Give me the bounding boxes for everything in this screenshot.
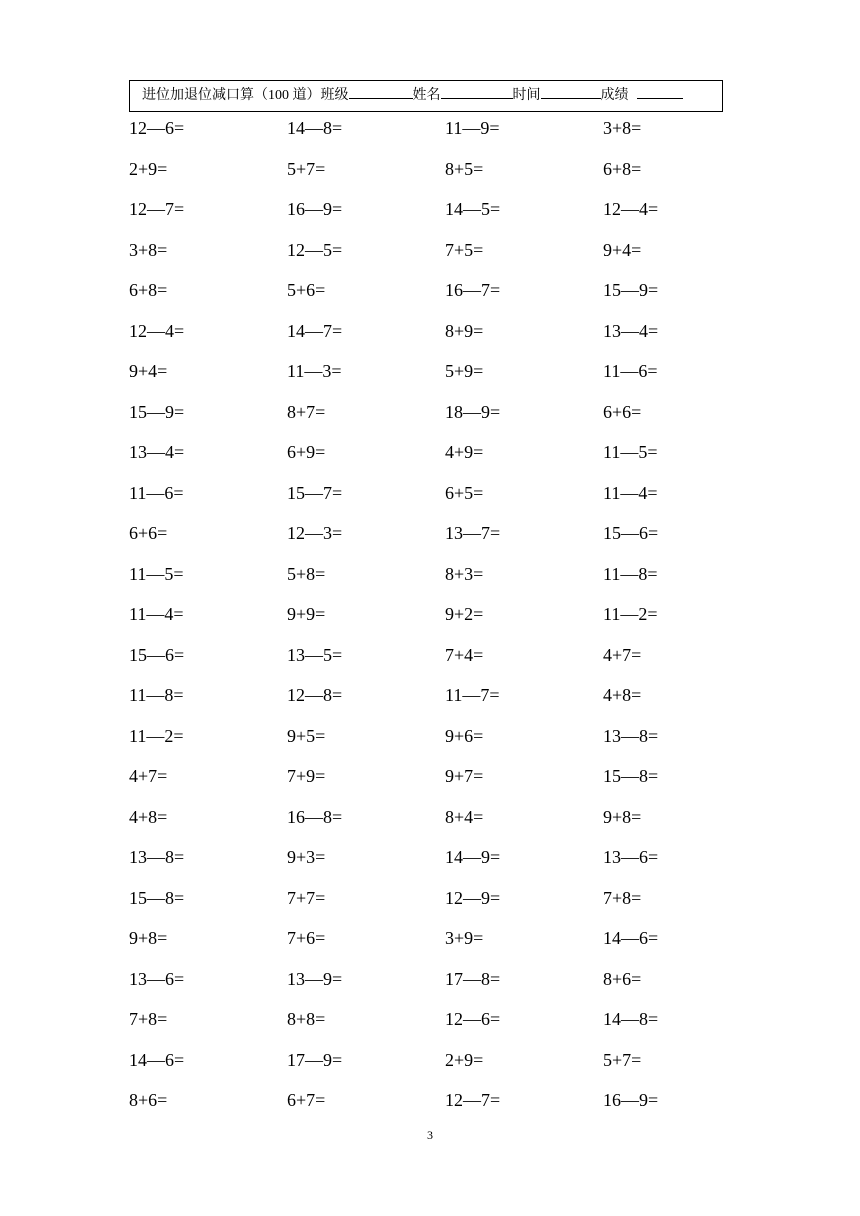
math-problem: 14—8=	[287, 118, 343, 138]
math-problem: 5+7=	[287, 158, 326, 179]
math-problem: 14—7=	[287, 320, 343, 341]
page-number: 3	[427, 1128, 433, 1142]
math-problem: 12—3=	[287, 523, 343, 543]
math-problem: 13—6=	[603, 847, 659, 867]
math-problem: 3+8=	[603, 118, 642, 138]
problem-row	[129, 724, 749, 765]
math-problem: 14—8=	[603, 1009, 659, 1029]
problem-row	[129, 440, 749, 481]
math-problem: 13—4=	[603, 320, 659, 341]
problem-row	[129, 238, 749, 279]
math-problem: 9+4=	[603, 239, 642, 260]
math-problem: 15—9=	[603, 280, 659, 300]
math-problem: 7+8=	[129, 1009, 168, 1029]
math-problem: 4+8=	[603, 685, 642, 705]
math-problem: 9+8=	[129, 928, 168, 948]
math-problem: 9+7=	[445, 766, 484, 786]
math-problem: 8+7=	[287, 401, 326, 422]
math-problem: 8+4=	[445, 806, 484, 827]
math-problem: 4+7=	[603, 644, 642, 665]
problem-grid	[129, 116, 749, 1129]
problem-row	[129, 643, 749, 684]
problem-row	[129, 1088, 749, 1129]
math-problem: 14—5=	[445, 199, 501, 219]
math-problem: 6+9=	[287, 442, 326, 462]
score-label: 成绩	[600, 88, 629, 103]
math-problem: 7+4=	[445, 644, 484, 665]
math-problem: 2+9=	[129, 158, 168, 179]
math-problem: 12—7=	[445, 1090, 501, 1110]
math-problem: 13—7=	[445, 523, 501, 543]
math-problem: 2+9=	[445, 1049, 484, 1070]
math-problem: 5+8=	[287, 563, 326, 584]
math-problem: 4+7=	[129, 766, 168, 786]
math-problem: 14—6=	[603, 928, 659, 948]
math-problem: 14—6=	[129, 1049, 185, 1070]
problem-row	[129, 197, 749, 238]
math-problem: 9+2=	[445, 604, 484, 624]
math-problem: 13—8=	[129, 847, 185, 867]
math-problem: 12—6=	[129, 118, 185, 138]
problem-row	[129, 683, 749, 724]
math-problem: 11—8=	[129, 685, 184, 705]
math-problem: 6+8=	[603, 158, 642, 179]
math-problem: 11—8=	[603, 563, 658, 584]
problem-row	[129, 157, 749, 198]
problem-row	[129, 845, 749, 886]
math-problem: 13—6=	[129, 968, 185, 989]
math-problem: 7+5=	[445, 239, 484, 260]
math-problem: 7+7=	[287, 887, 326, 908]
math-problem: 16—9=	[287, 199, 343, 219]
math-problem: 9+9=	[287, 604, 326, 624]
problem-row	[129, 278, 749, 319]
problem-row	[129, 521, 749, 562]
problem-row	[129, 926, 749, 967]
math-problem: 9+6=	[445, 725, 484, 746]
math-problem: 13—8=	[603, 725, 659, 746]
math-problem: 14—9=	[445, 847, 501, 867]
math-problem: 8+6=	[603, 968, 642, 989]
math-problem: 18—9=	[445, 401, 501, 422]
class-blank	[349, 83, 413, 99]
math-problem: 3+9=	[445, 928, 484, 948]
math-problem: 12—7=	[129, 199, 185, 219]
name-blank	[441, 83, 513, 99]
math-problem: 12—5=	[287, 239, 343, 260]
problem-row	[129, 805, 749, 846]
math-problem: 11—7=	[445, 685, 500, 705]
math-problem: 9+3=	[287, 847, 326, 867]
math-problem: 17—8=	[445, 968, 501, 989]
math-problem: 8+6=	[129, 1090, 168, 1110]
math-problem: 16—8=	[287, 806, 343, 827]
math-problem: 5+6=	[287, 280, 326, 300]
math-problem: 6+7=	[287, 1090, 326, 1110]
problem-row	[129, 1007, 749, 1048]
problem-row	[129, 886, 749, 927]
math-problem: 11—6=	[129, 482, 184, 503]
math-problem: 12—6=	[445, 1009, 501, 1029]
score-blank	[637, 83, 683, 99]
problem-row	[129, 967, 749, 1008]
problem-row	[129, 116, 749, 157]
math-problem: 8+3=	[445, 563, 484, 584]
time-blank	[541, 83, 601, 99]
math-problem: 15—6=	[603, 523, 659, 543]
math-problem: 8+9=	[445, 320, 484, 341]
math-problem: 16—9=	[603, 1090, 659, 1110]
math-problem: 11—9=	[445, 118, 500, 138]
math-problem: 15—9=	[129, 401, 185, 422]
math-problem: 12—8=	[287, 685, 343, 705]
math-problem: 13—5=	[287, 644, 343, 665]
math-problem: 8+5=	[445, 158, 484, 179]
math-problem: 15—8=	[129, 887, 185, 908]
problem-row	[129, 562, 749, 603]
math-problem: 9+4=	[129, 361, 168, 381]
time-label: 时间	[512, 88, 541, 103]
problem-row	[129, 602, 749, 643]
math-problem: 8+8=	[287, 1009, 326, 1029]
math-problem: 13—4=	[129, 442, 185, 462]
math-problem: 4+8=	[129, 806, 168, 827]
math-problem: 4+9=	[445, 442, 484, 462]
math-problem: 16—7=	[445, 280, 501, 300]
math-problem: 11—4=	[129, 604, 184, 624]
math-problem: 9+5=	[287, 725, 326, 746]
worksheet-header	[129, 80, 723, 112]
math-problem: 7+8=	[603, 887, 642, 908]
problem-row	[129, 319, 749, 360]
math-problem: 6+6=	[129, 523, 168, 543]
math-problem: 12—4=	[603, 199, 659, 219]
math-problem: 9+8=	[603, 806, 642, 827]
math-problem: 6+6=	[603, 401, 642, 422]
math-problem: 12—4=	[129, 320, 185, 341]
problem-row	[129, 359, 749, 400]
math-problem: 12—9=	[445, 887, 501, 908]
math-problem: 5+7=	[603, 1049, 642, 1070]
math-problem: 15—7=	[287, 482, 343, 503]
math-problem: 3+8=	[129, 239, 168, 260]
problem-row	[129, 400, 749, 441]
problem-row	[129, 1048, 749, 1089]
math-problem: 6+5=	[445, 482, 484, 503]
math-problem: 7+6=	[287, 928, 326, 948]
math-problem: 17—9=	[287, 1049, 343, 1070]
math-problem: 6+8=	[129, 280, 168, 300]
math-problem: 11—6=	[603, 361, 658, 381]
math-problem: 11—5=	[603, 442, 658, 462]
math-problem: 11—4=	[603, 482, 658, 503]
problem-row	[129, 764, 749, 805]
math-problem: 13—9=	[287, 968, 343, 989]
math-problem: 11—2=	[603, 604, 658, 624]
math-problem: 15—8=	[603, 766, 659, 786]
problem-row	[129, 481, 749, 522]
math-problem: 7+9=	[287, 766, 326, 786]
math-problem: 11—2=	[129, 725, 184, 746]
math-problem: 5+9=	[445, 361, 484, 381]
worksheet-title: 进位加退位减口算（100 道）班级	[142, 88, 349, 103]
math-problem: 15—6=	[129, 644, 185, 665]
name-label: 姓名	[412, 88, 441, 103]
math-problem: 11—5=	[129, 563, 184, 584]
math-problem: 11—3=	[287, 361, 342, 381]
